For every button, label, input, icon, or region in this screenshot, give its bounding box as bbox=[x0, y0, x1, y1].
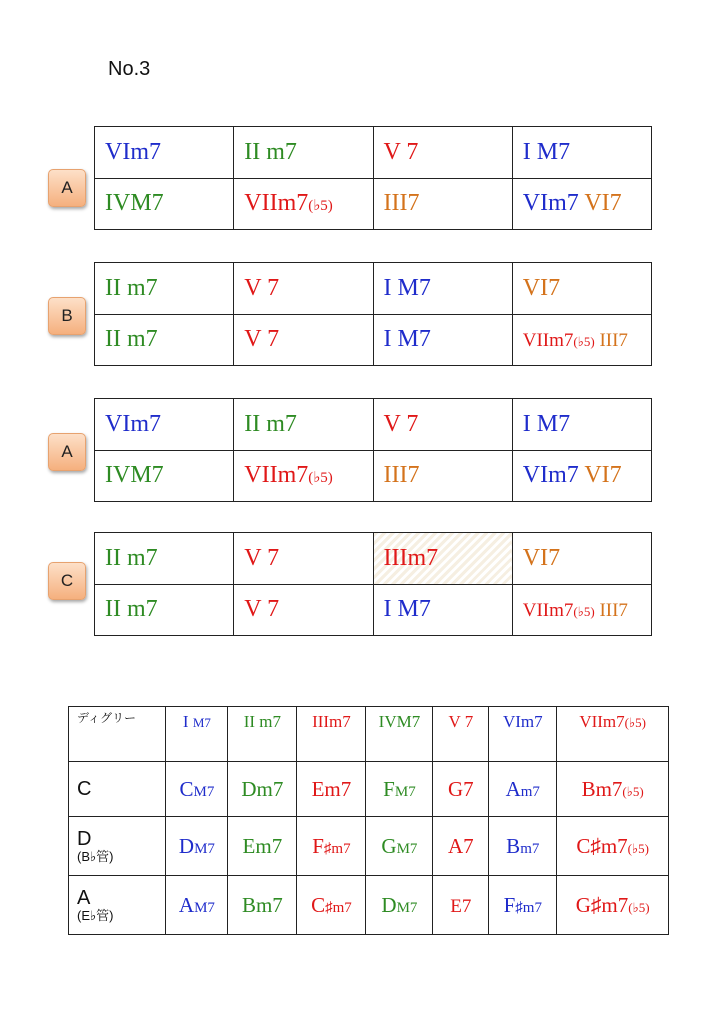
chord-cell bbox=[512, 399, 651, 451]
chord-symbol: II m7 bbox=[105, 596, 158, 623]
key-row-c bbox=[69, 762, 669, 817]
key-name: D (B♭管) bbox=[69, 817, 166, 876]
chord-symbol: I M7 bbox=[522, 410, 571, 437]
chord-symbol: D bbox=[178, 833, 195, 858]
chord-symbol: G bbox=[381, 833, 397, 858]
chord-symbol: V 7 bbox=[244, 326, 280, 353]
chord-cell bbox=[433, 817, 489, 876]
degree-cell bbox=[557, 707, 669, 762]
chord-cell bbox=[234, 399, 373, 451]
chord-grid-section-b bbox=[94, 262, 652, 366]
chord-cell bbox=[234, 127, 373, 179]
chord-symbol: A bbox=[505, 776, 521, 801]
degree-cell bbox=[166, 707, 228, 762]
key-row-a bbox=[69, 876, 669, 935]
chord-cell bbox=[512, 584, 651, 636]
page-number: No.3 bbox=[108, 58, 151, 80]
chord-cell bbox=[373, 584, 512, 636]
chord-symbol: m7 bbox=[520, 783, 540, 800]
chord-symbol: V 7 bbox=[383, 410, 419, 437]
degree-title: ディグリー bbox=[69, 707, 166, 762]
chord-cell bbox=[95, 450, 234, 502]
chord-symbol: ♯m7 bbox=[515, 899, 542, 916]
chord-cell bbox=[234, 533, 373, 585]
chord-symbol: G7 bbox=[448, 776, 474, 801]
chord-symbol: II m7 bbox=[105, 326, 158, 353]
chord-cell bbox=[95, 314, 234, 366]
chord-cell bbox=[512, 263, 651, 315]
degree-cell bbox=[228, 707, 297, 762]
chord-symbol: (♭5) bbox=[628, 899, 650, 915]
chord-cell bbox=[95, 399, 234, 451]
chord-symbol: ♯m7 bbox=[323, 840, 351, 857]
chord-cell bbox=[373, 127, 512, 179]
chord-row bbox=[95, 314, 652, 366]
chord-cell bbox=[557, 876, 669, 935]
chord-symbol: F bbox=[312, 833, 324, 858]
chord-cell bbox=[433, 762, 489, 817]
chord-row bbox=[95, 263, 652, 315]
degree-header-row bbox=[69, 707, 669, 762]
section-label-c: C bbox=[48, 562, 86, 600]
chord-symbol: M7 bbox=[193, 783, 215, 800]
chord-symbol: VIIm7 bbox=[579, 712, 625, 731]
chord-cell bbox=[373, 314, 512, 366]
chord-cell bbox=[366, 876, 433, 935]
chord-symbol: VIm7 bbox=[502, 712, 543, 731]
chord-symbol: V 7 bbox=[244, 544, 280, 571]
chord-symbol: IIIm7 bbox=[383, 544, 439, 571]
chord-symbol: (♭5) bbox=[573, 334, 595, 350]
chord-cell bbox=[512, 533, 651, 585]
chord-cell bbox=[95, 263, 234, 315]
section-label-a: A bbox=[48, 169, 86, 207]
chord-cell bbox=[373, 399, 512, 451]
chord-cell bbox=[95, 584, 234, 636]
chord-cell bbox=[228, 817, 297, 876]
chord-symbol: VIIm7 bbox=[522, 330, 574, 352]
chord-grid-section-a bbox=[94, 126, 652, 230]
chord-symbol: I M7 bbox=[383, 326, 431, 353]
chord-row bbox=[95, 450, 652, 502]
degree-cell bbox=[433, 707, 489, 762]
chord-grid-section-a-repeat bbox=[94, 398, 652, 502]
chord-symbol: Em7 bbox=[311, 776, 352, 801]
chord-symbol: VI7 bbox=[522, 274, 561, 301]
chord-symbol: II m7 bbox=[105, 274, 158, 301]
chord-symbol: Em7 bbox=[242, 833, 283, 858]
chord-row bbox=[95, 127, 652, 179]
chord-symbol: V 7 bbox=[244, 596, 280, 623]
chord-symbol: VIm7 bbox=[105, 410, 161, 437]
chord-cell bbox=[366, 762, 433, 817]
chord-cell bbox=[234, 450, 373, 502]
chord-symbol: II m7 bbox=[244, 138, 297, 165]
chord-symbol: V 7 bbox=[244, 274, 280, 301]
chord-symbol: I M7 bbox=[383, 596, 431, 623]
chord-cell bbox=[234, 178, 373, 230]
chord-symbol: M7 bbox=[396, 840, 418, 857]
chord-symbol: D bbox=[381, 892, 397, 917]
chord-cell bbox=[489, 762, 557, 817]
chord-cell bbox=[557, 762, 669, 817]
chord-symbol: I bbox=[182, 712, 193, 731]
chord-cell bbox=[489, 817, 557, 876]
chord-cell bbox=[228, 762, 297, 817]
chord-symbol: V 7 bbox=[448, 712, 474, 731]
chord-cell bbox=[373, 450, 512, 502]
chord-cell bbox=[366, 817, 433, 876]
chord-symbol: M7 bbox=[194, 899, 215, 916]
chord-symbol: VIm7 bbox=[522, 462, 579, 489]
chord-symbol: II m7 bbox=[105, 544, 158, 571]
chord-cell bbox=[95, 178, 234, 230]
section-label-b: B bbox=[48, 297, 86, 335]
chord-symbol: III7 bbox=[594, 330, 628, 352]
chord-cell bbox=[228, 876, 297, 935]
chord-cell bbox=[512, 178, 651, 230]
chord-symbol: VIIm7 bbox=[244, 462, 309, 489]
chord-symbol: IVM7 bbox=[105, 462, 164, 489]
key-name: A (E♭管) bbox=[69, 876, 166, 935]
chord-cell-highlighted bbox=[373, 533, 512, 585]
key-transposition-note: (B♭管) bbox=[77, 848, 114, 864]
chord-symbol: IVM7 bbox=[105, 190, 164, 217]
chord-symbol: VI7 bbox=[578, 462, 622, 489]
chord-symbol: (♭5) bbox=[627, 840, 649, 856]
chord-cell bbox=[166, 762, 228, 817]
chord-symbol: m7 bbox=[520, 840, 540, 857]
chord-cell bbox=[512, 314, 651, 366]
chord-symbol: II m7 bbox=[244, 410, 297, 437]
chord-symbol: VIm7 bbox=[105, 138, 161, 165]
chord-symbol: G♯m7 bbox=[575, 892, 629, 917]
degree-cell bbox=[366, 707, 433, 762]
chord-symbol: M7 bbox=[394, 783, 416, 800]
chord-grid-section-c bbox=[94, 532, 652, 636]
chord-cell bbox=[557, 817, 669, 876]
chord-symbol: III7 bbox=[383, 190, 420, 217]
chord-symbol: A bbox=[178, 892, 195, 917]
chord-symbol: (♭5) bbox=[624, 715, 646, 730]
chord-symbol: Bm7 bbox=[581, 776, 623, 801]
chord-cell bbox=[234, 584, 373, 636]
chord-row bbox=[95, 178, 652, 230]
chord-cell bbox=[433, 876, 489, 935]
chord-symbol: Bm7 bbox=[241, 892, 283, 917]
chord-cell bbox=[512, 127, 651, 179]
chord-cell bbox=[234, 314, 373, 366]
chord-cell bbox=[95, 533, 234, 585]
degree-cell bbox=[489, 707, 557, 762]
key-name: C bbox=[69, 762, 166, 817]
chord-symbol: VI7 bbox=[522, 544, 561, 571]
chord-symbol: IIIm7 bbox=[312, 712, 351, 731]
chord-symbol: (♭5) bbox=[622, 783, 644, 799]
chord-symbol: Dm7 bbox=[241, 776, 284, 801]
chord-cell bbox=[373, 178, 512, 230]
chord-cell bbox=[166, 876, 228, 935]
key-row-d bbox=[69, 817, 669, 876]
chord-row bbox=[95, 584, 652, 636]
chord-symbol: III7 bbox=[383, 462, 420, 489]
chord-symbol: V 7 bbox=[383, 138, 419, 165]
chord-symbol: B bbox=[506, 833, 521, 858]
chord-row bbox=[95, 399, 652, 451]
chord-cell bbox=[95, 127, 234, 179]
chord-symbol: I M7 bbox=[383, 274, 431, 301]
chord-symbol: II m7 bbox=[243, 712, 282, 731]
chord-cell bbox=[512, 450, 651, 502]
chord-symbol: (♭5) bbox=[308, 198, 333, 215]
chord-symbol: (♭5) bbox=[573, 604, 595, 620]
chord-symbol: F bbox=[503, 892, 516, 917]
chord-cell bbox=[297, 876, 366, 935]
chord-symbol: F bbox=[383, 776, 395, 801]
chord-symbol: C bbox=[311, 892, 326, 917]
key-transposition-note: (E♭管) bbox=[77, 907, 114, 923]
chord-symbol: III7 bbox=[594, 600, 628, 622]
chord-symbol: (♭5) bbox=[308, 470, 333, 487]
chord-symbol: M7 bbox=[194, 840, 215, 857]
chord-cell bbox=[297, 762, 366, 817]
section-label-a-repeat: A bbox=[48, 433, 86, 471]
degree-cell bbox=[297, 707, 366, 762]
chord-symbol: C♯m7 bbox=[576, 833, 628, 858]
chord-symbol: VIIm7 bbox=[522, 600, 574, 622]
chord-symbol: VIm7 bbox=[522, 190, 579, 217]
chord-symbol: M7 bbox=[396, 899, 418, 916]
chord-symbol: ♯m7 bbox=[325, 899, 352, 916]
chord-cell bbox=[373, 263, 512, 315]
chord-symbol: M7 bbox=[192, 715, 211, 730]
chord-symbol: I M7 bbox=[522, 138, 571, 165]
chord-cell bbox=[297, 817, 366, 876]
degree-key-table bbox=[68, 706, 669, 935]
chord-symbol: A7 bbox=[448, 833, 474, 858]
chord-symbol: VIIm7 bbox=[244, 190, 309, 217]
chord-cell bbox=[489, 876, 557, 935]
chord-row bbox=[95, 533, 652, 585]
chord-symbol: IVM7 bbox=[378, 712, 421, 731]
chord-cell bbox=[234, 263, 373, 315]
chord-symbol: C bbox=[179, 776, 194, 801]
chord-cell bbox=[166, 817, 228, 876]
chord-symbol: VI7 bbox=[578, 190, 622, 217]
chord-symbol: E7 bbox=[450, 895, 472, 917]
